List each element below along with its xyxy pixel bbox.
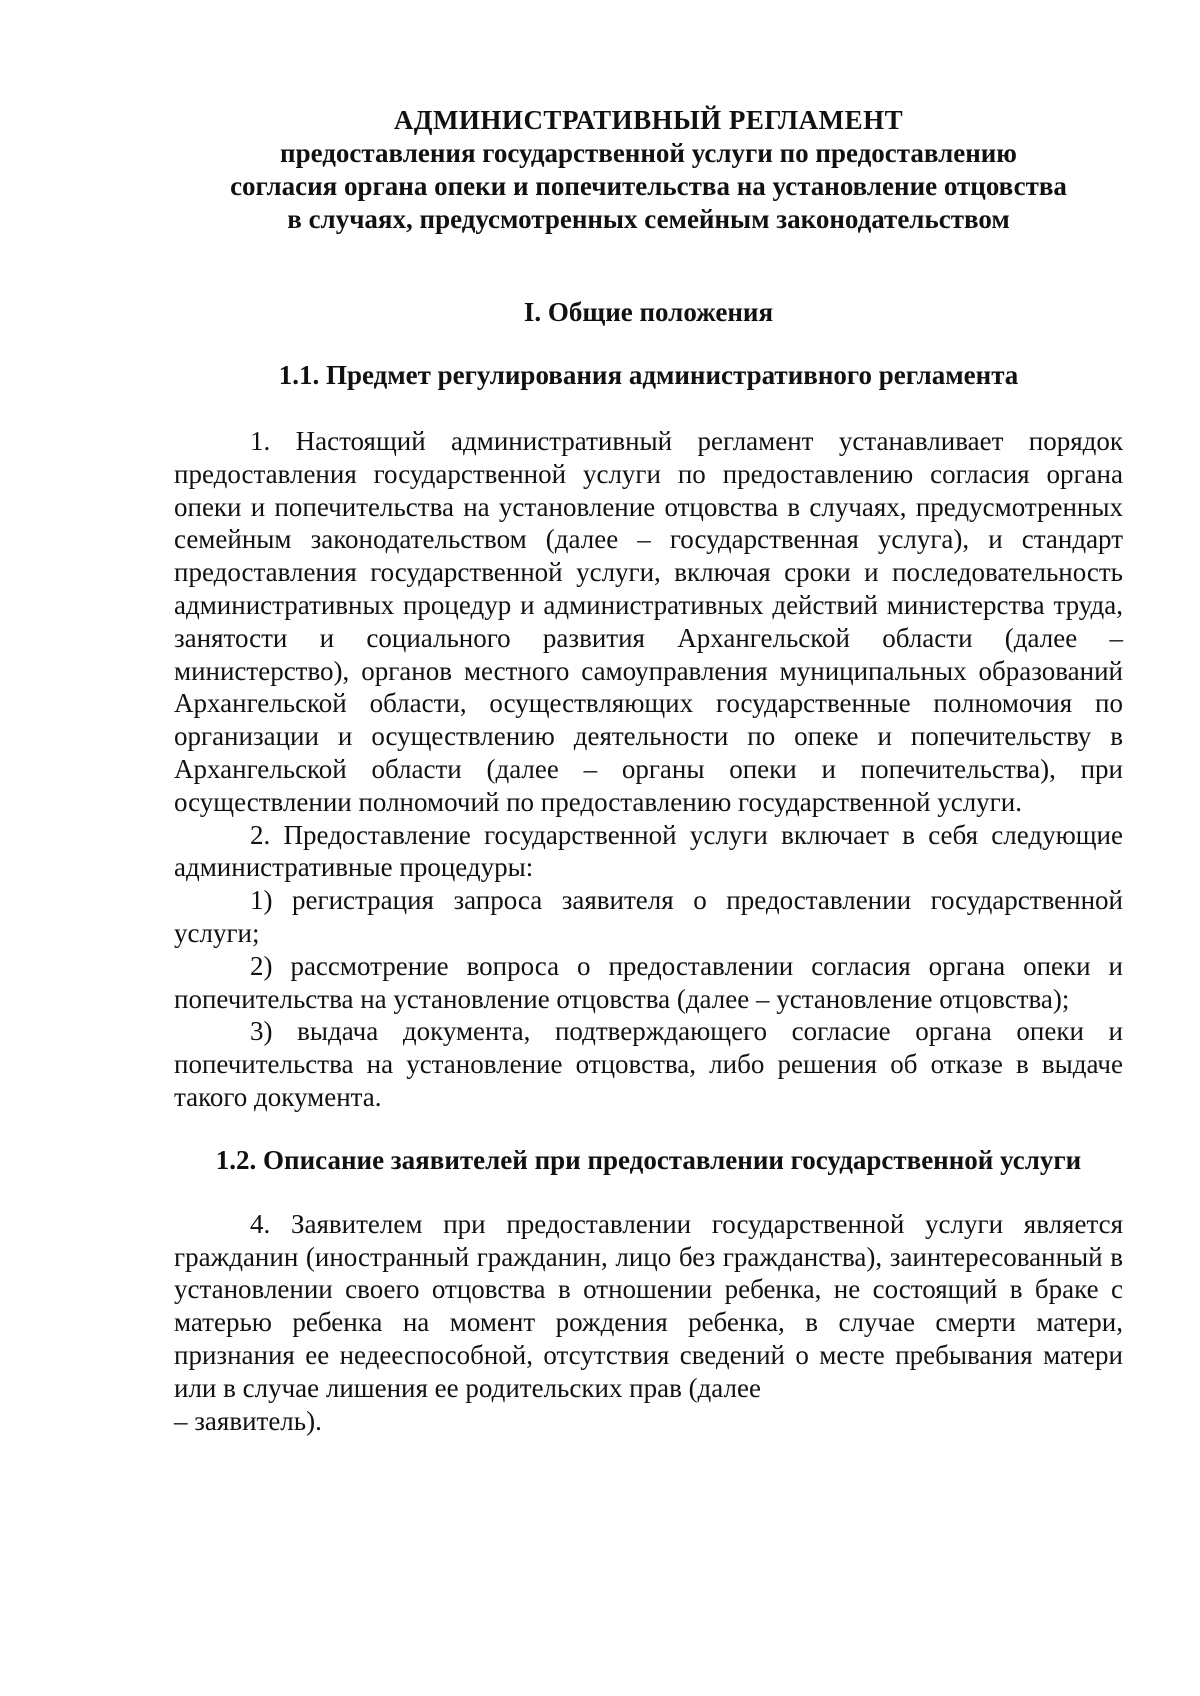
section-heading-1-1: 1.1. Предмет регулирования административного регламента [278, 360, 1019, 390]
list-item-1: 1) регистрация запроса заявителя о предоставлении государственной услуги; [174, 885, 1123, 948]
document-page [174, 104, 1123, 1437]
title-line-4: в случаях, предусмотренных семейным законодательством [287, 204, 1010, 234]
paragraph-2: 2. Предоставление государственной услуги включает в себя следующие административные процедуры: [174, 819, 1123, 883]
list-item-3: 3) выдача документа, подтверждающего согласие органа опеки и попечительства на установление отцовства, либо решения об отказе в выдаче такого документа. [174, 1016, 1123, 1112]
section-1-1-body [174, 425, 1123, 1114]
paragraph-1: 1. Настоящий административный регламент устанавливает порядок предоставления государственной услуги по предоставлению согласия органа опеки и попечительства на установление отцовства в случаях, предусмотренных семейным законодательством (далее – государственная услуга), и стандарт предоставления государственной услуги, включая сроки и последовательность административных процедур и административных действий министерства труда, занятости и социального развития Архангельской области (далее – министерство), органов местного самоуправления муниципальных образований Архангельской области, осуществляющих государственные полномочия по организации и осуществлению деятельности по опеке и попечительству в Архангельской области (далее – органы опеки и попечительства), при осуществлении полномочий по предоставлению государственной услуги. [174, 426, 1123, 817]
section-1-2-body [174, 1208, 1123, 1438]
list-item-2: 2) рассмотрение вопроса о предоставлении согласия органа опеки и попечительства на установление отцовства (далее – установление отцовства); [174, 950, 1123, 1014]
document-title [174, 104, 1123, 236]
section-heading-1-2: 1.2. Описание заявителей при предоставлении государственной услуги [215, 1144, 1082, 1175]
chapter-heading: I. Общие положения [523, 297, 774, 327]
title-line-3: согласия органа опеки и попечительства на установление отцовства [230, 171, 1067, 201]
title-line-1: АДМИНИСТРАТИВНЫЙ РЕГЛАМЕНТ [393, 105, 904, 135]
paragraph-4: 4. Заявителем при предоставлении государственной услуги является гражданин (иностранный гражданин, лицо без гражданства), заинтересованный в установлении своего отцовства в отношении ребенка, не состоящий в браке с матерью ребенка на момент рождения ребенка, в случае смерти матери, признания ее недееспособной, отсутствия сведений о месте пребывания матери или в случае лишения ее родительских прав (далее [174, 1208, 1123, 1403]
title-line-2: предоставления государственной услуги по предоставлению [280, 138, 1017, 168]
paragraph-4-tail: – заявитель). [174, 1405, 322, 1436]
